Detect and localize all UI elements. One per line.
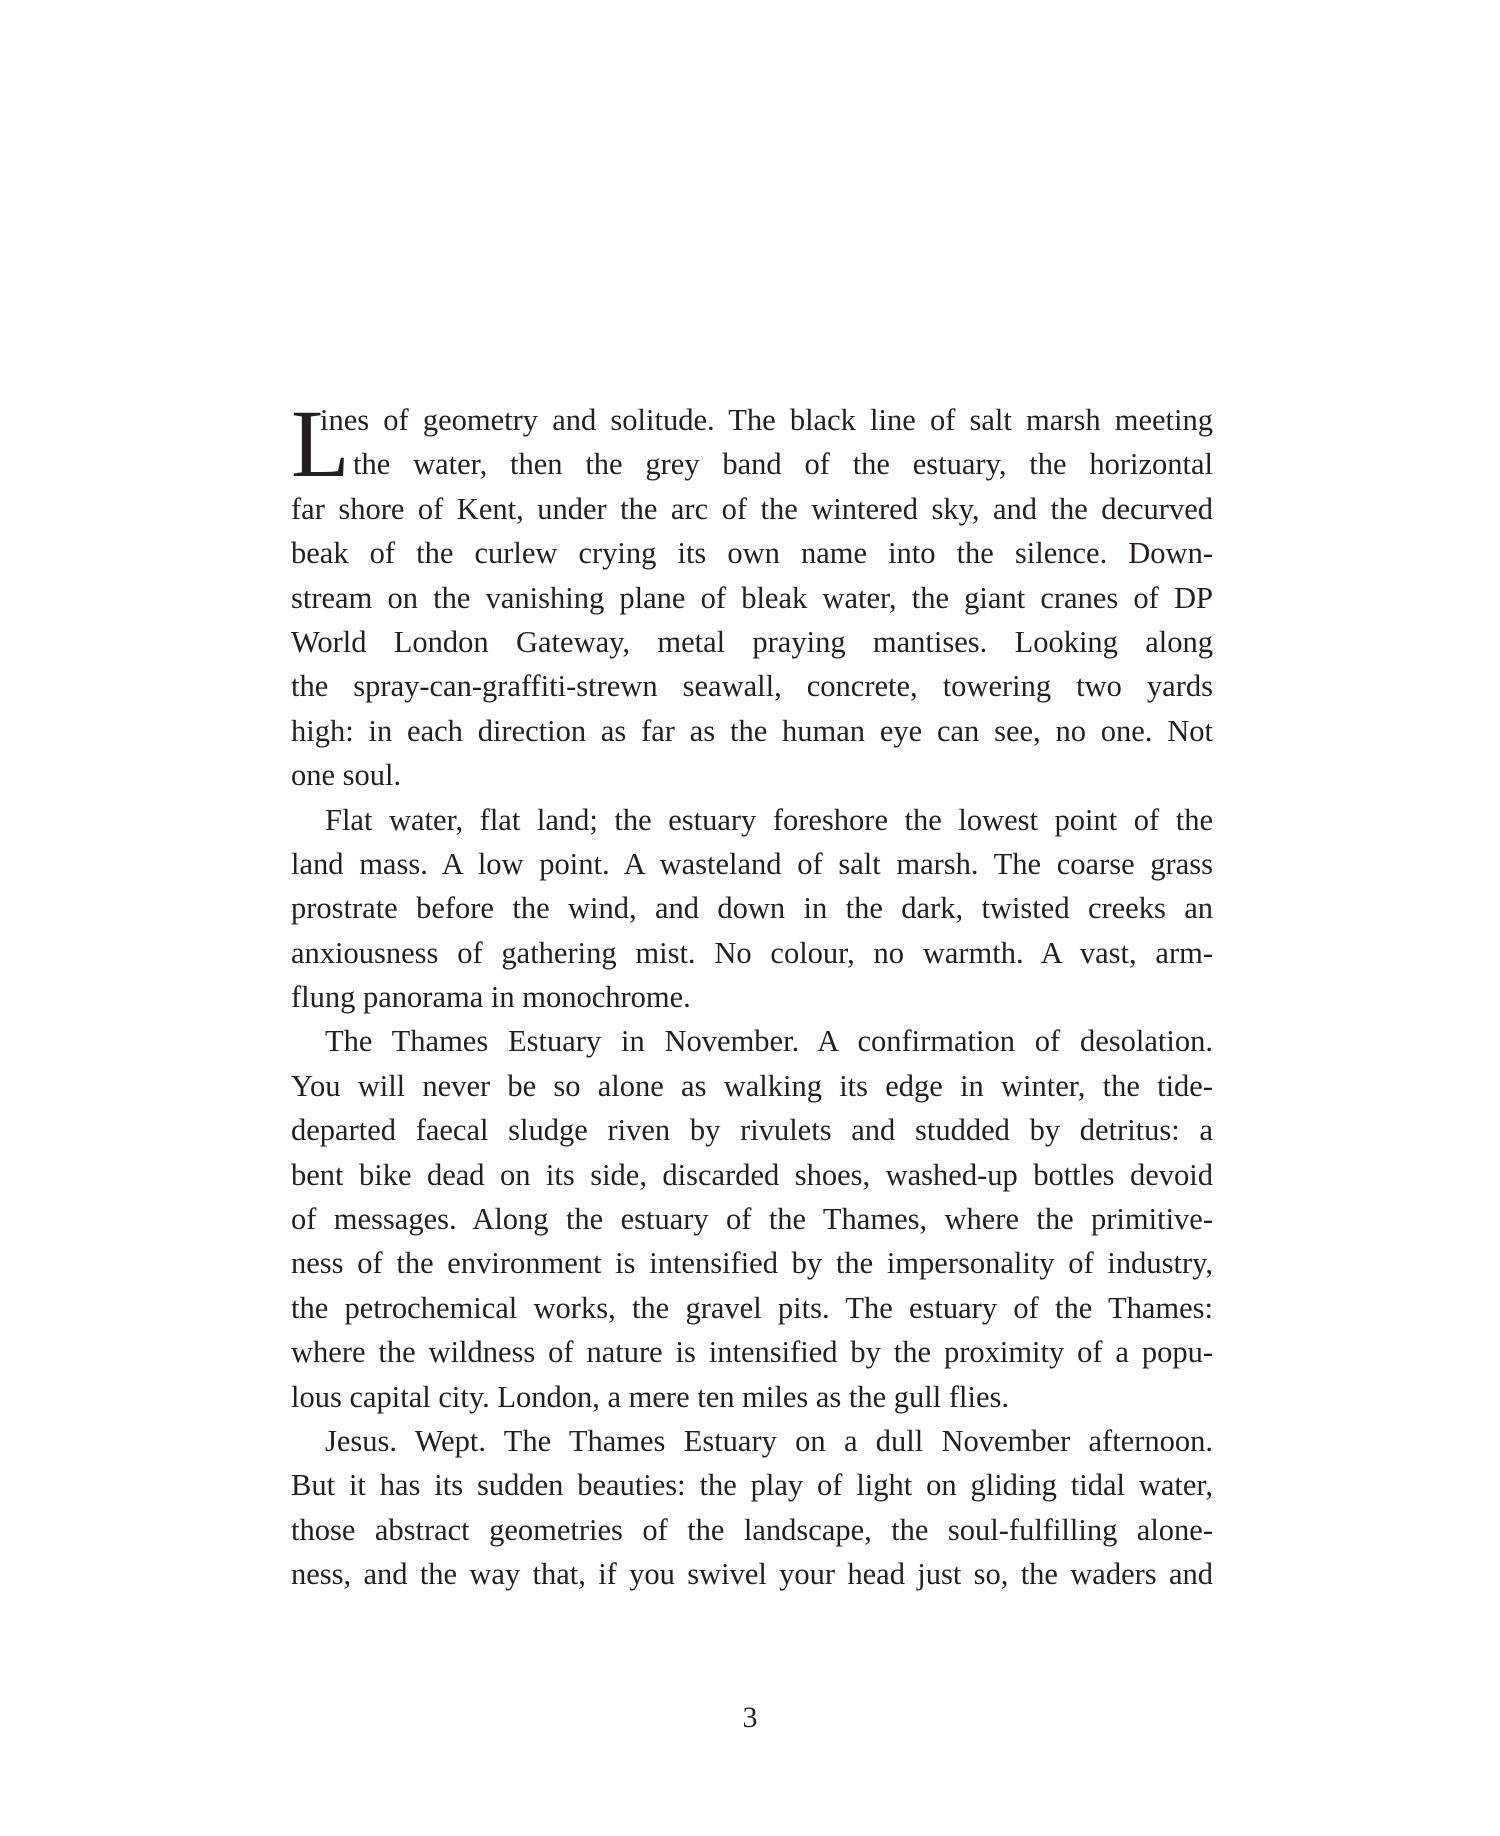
text-line: far shore of Kent, under the arc of the wintered sky, and the decurved [291,491,1213,526]
text-line: the water, then the grey band of the estuary, the horizontal [353,447,1213,482]
text-line: where the wildness of nature is intensified by the proximity of a popu- [291,1335,1213,1370]
text-line: one soul. [291,758,402,793]
text-line: ines of geometry and solitude. The black line of salt marsh meeting [320,403,1213,437]
text-line: beak of the curlew crying its own name into the silence. Down- [291,536,1213,571]
text-line: You will never be so alone as walking its edge in winter, the tide- [291,1068,1213,1103]
body-text [291,390,1213,1597]
text-line: anxiousness of gathering mist. No colour, no warmth. A vast, arm- [291,935,1213,970]
text-line: ness of the environment is intensified by the impersonality of industry, [291,1246,1213,1281]
text-line: land mass. A low point. A wasteland of salt marsh. The coarse grass [291,846,1213,881]
text-line: World London Gateway, metal praying mantises. Looking along [291,624,1213,659]
text-line: stream on the vanishing plane of bleak water, the giant cranes of DP [291,580,1213,615]
drop-cap: L [291,390,350,497]
text-line: lous capital city. London, a mere ten miles as the gull flies. [291,1379,1009,1414]
text-line: the spray-can-graffiti-strewn seawall, concrete, towering two yards [291,669,1213,704]
text-line: those abstract geometries of the landscape, the soul-fulfilling alone- [291,1512,1213,1547]
page-number: 3 [742,1701,758,1734]
text-line: high: in each direction as far as the human eye can see, no one. Not [291,713,1213,748]
text-line: The Thames Estuary in November. A confirmation of desolation. [325,1024,1213,1059]
text-line: Flat water, flat land; the estuary foreshore the lowest point of the [325,802,1213,837]
text-line: Jesus. Wept. The Thames Estuary on a dull November afternoon. [325,1423,1213,1458]
text-line: prostrate before the wind, and down in the dark, twisted creeks an [291,891,1213,926]
text-line: departed faecal sludge riven by rivulets and studded by detritus: a [291,1113,1213,1148]
text-line: of messages. Along the estuary of the Thames, where the primitive- [291,1202,1213,1237]
text-line: ness, and the way that, if you swivel your head just so, the waders and [291,1557,1213,1592]
text-line: the petrochemical works, the gravel pits. The estuary of the Thames: [291,1290,1213,1325]
text-line: flung panorama in monochrome. [291,980,691,1015]
text-line: But it has its sudden beauties: the play of light on gliding tidal water, [291,1468,1213,1503]
text-line: bent bike dead on its side, discarded shoes, washed-up bottles devoid [291,1157,1213,1192]
